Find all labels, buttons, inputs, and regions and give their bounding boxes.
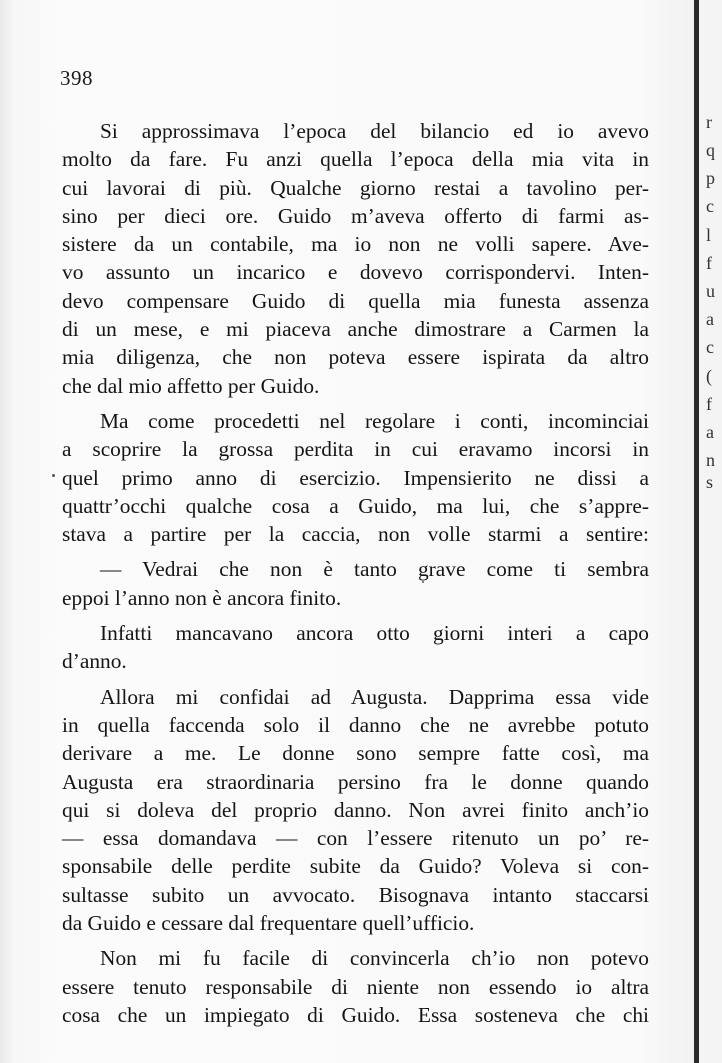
facing-page-fragment: c [706, 337, 714, 357]
facing-page-fragment: f [706, 394, 712, 414]
facing-page-fragment: u [706, 281, 715, 301]
facing-page-fragment: ( [706, 366, 712, 386]
print-speck [422, 581, 424, 583]
text-line: quattr’occhi qualche cosa a Guido, ma lui, che s’appre- [62, 493, 649, 518]
paragraph-4 [62, 619, 649, 676]
facing-page-fragment: r [706, 112, 712, 132]
text-line: Non mi fu facile di convincerla ch’io non potevo [100, 946, 649, 971]
text-line: quel primo anno di esercizio. Impensierito ne dissi a [62, 465, 649, 490]
facing-page-fragment: q [706, 140, 715, 160]
facing-page-fragment: l [706, 225, 712, 245]
page-body-text [62, 117, 649, 1036]
text-line: vo assunto un incarico e dovevo corrispondervi. Inten- [62, 260, 649, 285]
text-line: sultasse subito un avvocato. Bisognava intanto staccarsi [62, 882, 649, 907]
paragraph-3-dialogue [62, 555, 649, 612]
text-line: Ma come procedetti nel regolare i conti, incominciai [100, 408, 649, 433]
text-line: sistere da un contabile, ma io non ne volli sapere. Ave- [62, 232, 649, 257]
text-line: Augusta era straordinaria persino fra le donne quando [62, 769, 649, 794]
page-number: 398 [60, 66, 93, 90]
print-speck [52, 474, 55, 477]
text-line: Si approssimava l’epoca del bilancio ed io avevo [100, 119, 649, 143]
facing-page-fragment: p [706, 168, 715, 188]
text-line: eppoi l’anno non è ancora finito. [62, 585, 342, 610]
text-line: — Vedrai che non è tanto grave come ti sembra [100, 557, 649, 582]
text-line: sino per dieci ore. Guido m’aveva offerto di farmi as- [62, 203, 649, 228]
facing-page-fragment: a [706, 422, 714, 442]
text-line: da Guido e cessare dal frequentare quell’ufficio. [62, 911, 475, 936]
text-line: essere tenuto responsabile di niente non essendo io altra [62, 974, 649, 999]
facing-page-fragment: s [706, 472, 714, 492]
text-line: a scoprire la grossa perdita in cui eravamo incorsi in [62, 437, 649, 462]
text-line: derivare a me. Le donne sono sempre fatte così, ma [62, 741, 649, 766]
text-line: Infatti mancavano ancora otto giorni interi a capo [100, 621, 649, 646]
text-line: in quella faccenda solo il danno che ne avrebbe potuto [62, 712, 649, 737]
facing-page-fragment: a [706, 309, 714, 329]
text-line: sponsabile delle perdite subite da Guido? Voleva si con- [62, 854, 649, 879]
paragraph-5 [62, 683, 649, 938]
text-line: cosa che un impiegato di Guido. Essa sosteneva che chi [62, 1002, 649, 1027]
text-line: di un mese, e mi piaceva anche dimostrare a Carmen la [62, 317, 649, 342]
paragraph-2 [62, 407, 649, 548]
text-line: Allora mi confidai ad Augusta. Dapprima essa vide [100, 684, 649, 709]
text-line: che dal mio affetto per Guido. [62, 373, 320, 398]
paragraph-6 [62, 944, 649, 1029]
text-line: stava a partire per la caccia, non volle starmi a sentire: [62, 522, 649, 547]
text-line: mia diligenza, che non poteva essere ispirata da altro [62, 345, 649, 370]
facing-page-fragment: f [706, 253, 712, 273]
text-line: devo compensare Guido di quella mia funesta assenza [62, 288, 649, 313]
paragraph-1 [62, 117, 649, 400]
text-line: d’anno. [62, 649, 127, 674]
text-line: — essa domandava — con l’essere ritenuto un po’ re- [62, 826, 649, 851]
facing-page-edge [699, 0, 722, 1063]
text-line: cui lavorai di più. Qualche giorno restai a tavolino per- [62, 175, 649, 200]
facing-page-fragment: c [706, 196, 714, 216]
facing-page-fragment: n [706, 450, 715, 470]
text-line: qui si doleva del proprio danno. Non avrei finito anch’io [62, 797, 649, 822]
text-line: molto da fare. Fu anzi quella l’epoca della mia vita in [62, 147, 649, 172]
